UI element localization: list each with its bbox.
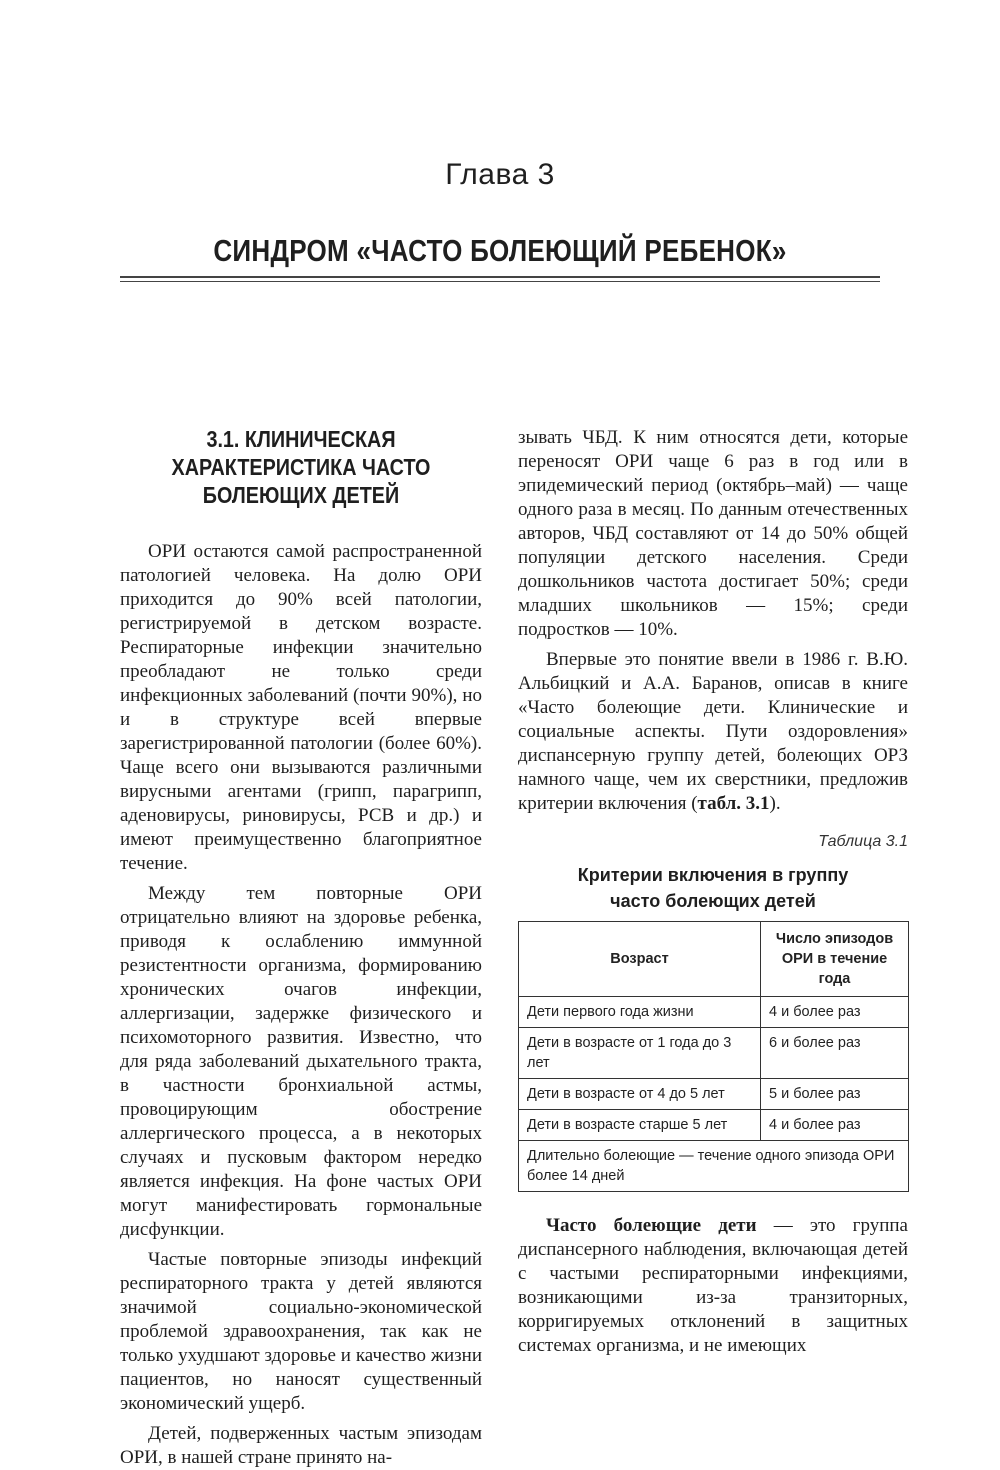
table-cell: 5 и более раз [761, 1079, 909, 1110]
table-cell: Дети в возрасте старше 5 лет [519, 1110, 761, 1141]
table-cell: Дети первого года жизни [519, 997, 761, 1028]
table-cell: 6 и более раз [761, 1028, 909, 1079]
paragraph: Частые повторные эпизоды инфекций респираторного тракта у детей являются значимой социально-экономической проблемой здравоохранения, так как не только ухудшают здоровье и качество жизни пациентов, но наносят существенный экономический ущерб. [120, 1249, 482, 1414]
section-title-line: ХАРАКТЕРИСТИКА ЧАСТО [171, 454, 431, 480]
right-column-top [518, 426, 908, 816]
table-row [519, 997, 909, 1028]
table-row [519, 1028, 909, 1079]
paragraph-text: Впервые это понятие ввели в 1986 г. В.Ю. Альбицкий и А.А. Баранов, описав в книге «Часто болеющие дети. Клинические и социальные аспекты. Пути оздоровления» диспансерную группу детей, болеющих ОРЗ намного чаще, чем их сверстники, предложив критерии включения ( [518, 649, 908, 814]
chapter-label: Глава 3 [445, 158, 555, 191]
paragraph: зывать ЧБД. К ним относятся дети, которые переносят ОРИ чаще 6 раз в год или в эпидемический период (октябрь–май) — чаще одного раза в месяц. По данным отечественных авторов, ЧБД составляют от 14 до 50% общей популяции детского населения. Среди дошкольников частота достигает 50%; среди младших школьников — 15%; среди подростков — 10%. [518, 427, 908, 640]
table-cell: 4 и более раз [761, 1110, 909, 1141]
table-header-age: Возраст [519, 922, 761, 997]
table-label: Таблица 3.1 [818, 833, 908, 850]
title-rule-bottom [120, 281, 880, 282]
chapter-title: СИНДРОМ «ЧАСТО БОЛЕЮЩИЙ РЕБЕНОК» [213, 233, 787, 268]
paragraph [518, 1214, 908, 1358]
paragraph-end: ). [769, 793, 781, 814]
table-caption-line: Критерии включения в группу [577, 865, 849, 885]
defined-term: Часто болеющие дети [546, 1215, 757, 1236]
section-title-line: 3.1. КЛИНИЧЕСКАЯ [206, 426, 396, 452]
table-header-row [519, 922, 909, 997]
paragraph: Между тем повторные ОРИ отрицательно влияют на здоровье ребенка, приводя к ослаблению иммунной резистентности организма, формированию хронических очагов инфекции, аллергизации, задержке физического и психомоторного развития. Известно, что для ряда заболеваний дыхательного тракта, в частности бронхиальной астмы, провоцирующим обострение аллергического процесса, а в некоторых случаях и пусковым фактором нередко является инфекция. На фоне частых ОРИ могут манифестировать гормональные дисфункции. [120, 883, 482, 1240]
table-reference: табл. 3.1 [697, 793, 770, 814]
table-cell: Дети в возрасте от 1 года до 3 лет [519, 1028, 761, 1079]
right-column-bottom [518, 1214, 908, 1358]
table-cell: 4 и более раз [761, 997, 909, 1028]
paragraph [518, 648, 908, 816]
table-header-episodes: Число эпизодов ОРИ в течение года [761, 922, 909, 997]
section-title-line: БОЛЕЮЩИХ ДЕТЕЙ [202, 482, 400, 508]
table-footnote: Длительно болеющие — течение одного эпизода ОРИ более 14 дней [519, 1141, 909, 1192]
table-row [519, 1079, 909, 1110]
paragraph: ОРИ остаются самой распространенной патологией человека. На долю ОРИ приходится до 90% всей патологии, регистрируемой в детском возрасте. Респираторные инфекции значительно преобладают не только среди инфекционных заболеваний (почти 90%), но и в структуре всей впервые зарегистрированной патологии (более 60%). Чаще всего они вызываются различными вирусными агентами (грипп, парагрипп, аденовирусы, риновирусы, РСВ и др.) и имеют преимущественно благоприятное течение. [120, 541, 482, 874]
section-title [120, 425, 482, 509]
table-caption-line: часто болеющих детей [610, 891, 816, 911]
criteria-table [518, 921, 909, 1192]
title-rule-top [120, 276, 880, 278]
paragraph-text: — это группа диспансерного наблюдения, включающая детей с частыми респираторными инфекциями, возникающими из-за транзиторных, корригируемых отклонений в защитных системах организма, и не имеющих [518, 1215, 908, 1356]
table-footnote-row [519, 1141, 909, 1192]
table-caption [518, 862, 908, 914]
table-cell: Дети в возрасте от 4 до 5 лет [519, 1079, 761, 1110]
paragraph: Детей, подверженных частым эпизодам ОРИ, в нашей стране принято на- [120, 1423, 482, 1468]
left-column [120, 540, 482, 1470]
table-row [519, 1110, 909, 1141]
